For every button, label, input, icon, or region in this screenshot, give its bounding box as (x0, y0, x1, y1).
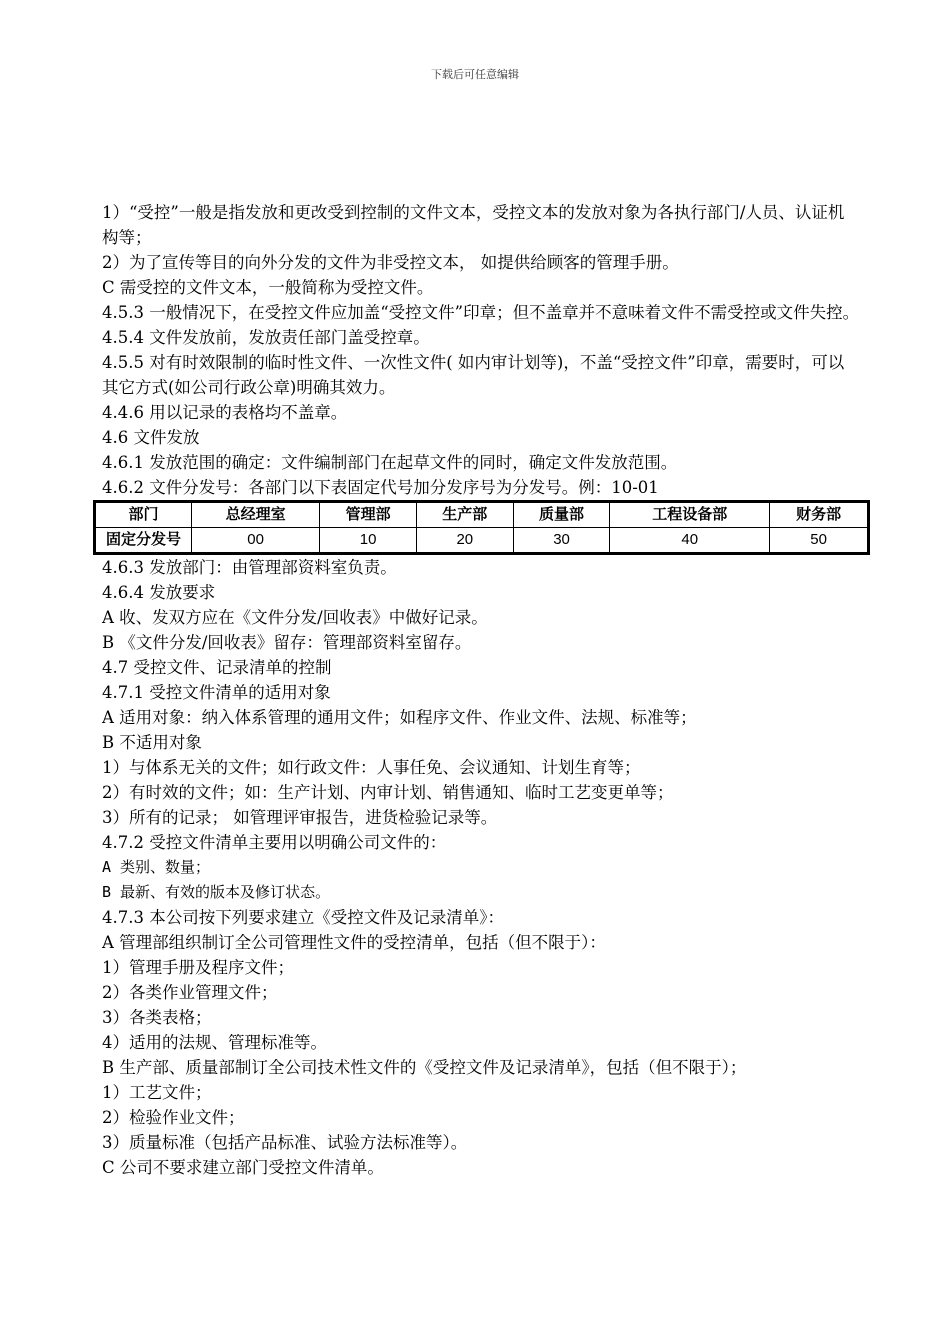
table-cell: 40 (610, 528, 770, 554)
paragraph: 4.6.1 发放范围的确定：文件编制部门在起草文件的同时，确定文件发放范围。 (102, 453, 678, 472)
section-heading: 4.6 文件发放 (102, 428, 200, 447)
paragraph: C 需受控的文件文本，一般简称为受控文件。 (102, 278, 434, 297)
table-cell: 30 (513, 528, 610, 554)
table-cell: 工程设备部 (610, 502, 770, 528)
paragraph: 3）质量标准（包括产品标准、试验方法标准等）。 (102, 1133, 468, 1152)
paragraph: 3）所有的记录； 如管理评审报告，进货检验记录等。 (102, 808, 498, 827)
paragraph: 4.7.3 本公司按下列要求建立《受控文件及记录清单》： (102, 908, 504, 927)
paragraph: 4.6.3 发放部门：由管理部资料室负责。 (102, 558, 397, 577)
table-header-row (95, 502, 869, 528)
paragraph: A 收、发双方应在《文件分发/回收表》中做好记录。 (102, 608, 488, 627)
paragraph: 2）有时效的文件；如：生产计划、内审计划、销售通知、临时工艺变更单等； (102, 783, 674, 802)
table-cell: 生产部 (416, 502, 513, 528)
table-cell: 20 (416, 528, 513, 554)
paragraph: 4.6.4 发放要求 (102, 583, 216, 602)
paragraph: 1）与体系无关的文件；如行政文件：人事任免、会议通知、计划生育等； (102, 758, 641, 777)
paragraph: 3）各类表格； (102, 1008, 212, 1027)
table-cell: 固定分发号 (95, 528, 192, 554)
paragraph: 4.4.6 用以记录的表格均不盖章。 (102, 403, 348, 422)
table-cell: 管理部 (320, 502, 417, 528)
paragraph: 2）为了宣传等目的向外分发的文件为非受控文本， 如提供给顾客的管理手册。 (102, 253, 679, 272)
paragraph: B 最新、有效的版本及修订状态。 (102, 883, 331, 901)
paragraph: A 类别、数量； (102, 858, 211, 876)
table-cell: 财务部 (770, 502, 869, 528)
paragraph: 1）工艺文件； (102, 1083, 212, 1102)
table-cell: 质量部 (513, 502, 610, 528)
paragraph: 4）适用的法规、管理标准等。 (102, 1033, 327, 1052)
paragraph: 2）检验作业文件； (102, 1108, 245, 1127)
paragraph: B 不适用对象 (102, 733, 202, 752)
section-heading: 4.7 受控文件、记录清单的控制 (102, 658, 332, 677)
document-body (102, 200, 860, 1180)
paragraph: 4.5.4 文件发放前，发放责任部门盖受控章。 (102, 328, 430, 347)
paragraph: C 公司不要求建立部门受控文件清单。 (102, 1158, 384, 1177)
table-row (95, 528, 869, 554)
paragraph: 2）各类作业管理文件； (102, 983, 278, 1002)
table-cell: 总经理室 (192, 502, 320, 528)
paragraph: 4.6.2 文件分发号：各部门以下表固定代号加分发序号为分发号。例：10-01 (102, 478, 659, 497)
paragraph: B 《文件分发/回收表》留存：管理部资料室留存。 (102, 633, 472, 652)
table-cell: 10 (320, 528, 417, 554)
paragraph: 4.5.3 一般情况下，在受控文件应加盖“受控文件”印章；但不盖章并不意味着文件不需受控或文件失控。 (102, 303, 860, 322)
table-cell: 50 (770, 528, 869, 554)
paragraph: 4.7.1 受控文件清单的适用对象 (102, 683, 331, 702)
paragraph: 1）管理手册及程序文件； (102, 958, 294, 977)
paragraph: 4.5.5 对有时效限制的临时性文件、一次性文件( 如内审计划等)，不盖“受控文件”印章，需要时，可以其它方式(如公司行政公章)明确其效力。 (102, 353, 845, 397)
distribution-code-table (93, 500, 870, 555)
paragraph: 1）“受控”一般是指发放和更改受到控制的文件文本，受控文本的发放对象为各执行部门/人员、认证机构等； (102, 203, 845, 247)
page-header: 下载后可任意编辑 (431, 68, 519, 81)
table-cell: 部门 (95, 502, 192, 528)
paragraph: A 管理部组织制订全公司管理性文件的受控清单，包括（但不限于）： (102, 933, 606, 952)
paragraph: A 适用对象：纳入体系管理的通用文件；如程序文件、作业文件、法规、标准等； (102, 708, 697, 727)
paragraph: 4.7.2 受控文件清单主要用以明确公司文件的： (102, 833, 447, 852)
paragraph: B 生产部、质量部制订全公司技术性文件的《受控文件及记录清单》，包括（但不限于）； (102, 1058, 747, 1077)
table-cell: 00 (192, 528, 320, 554)
